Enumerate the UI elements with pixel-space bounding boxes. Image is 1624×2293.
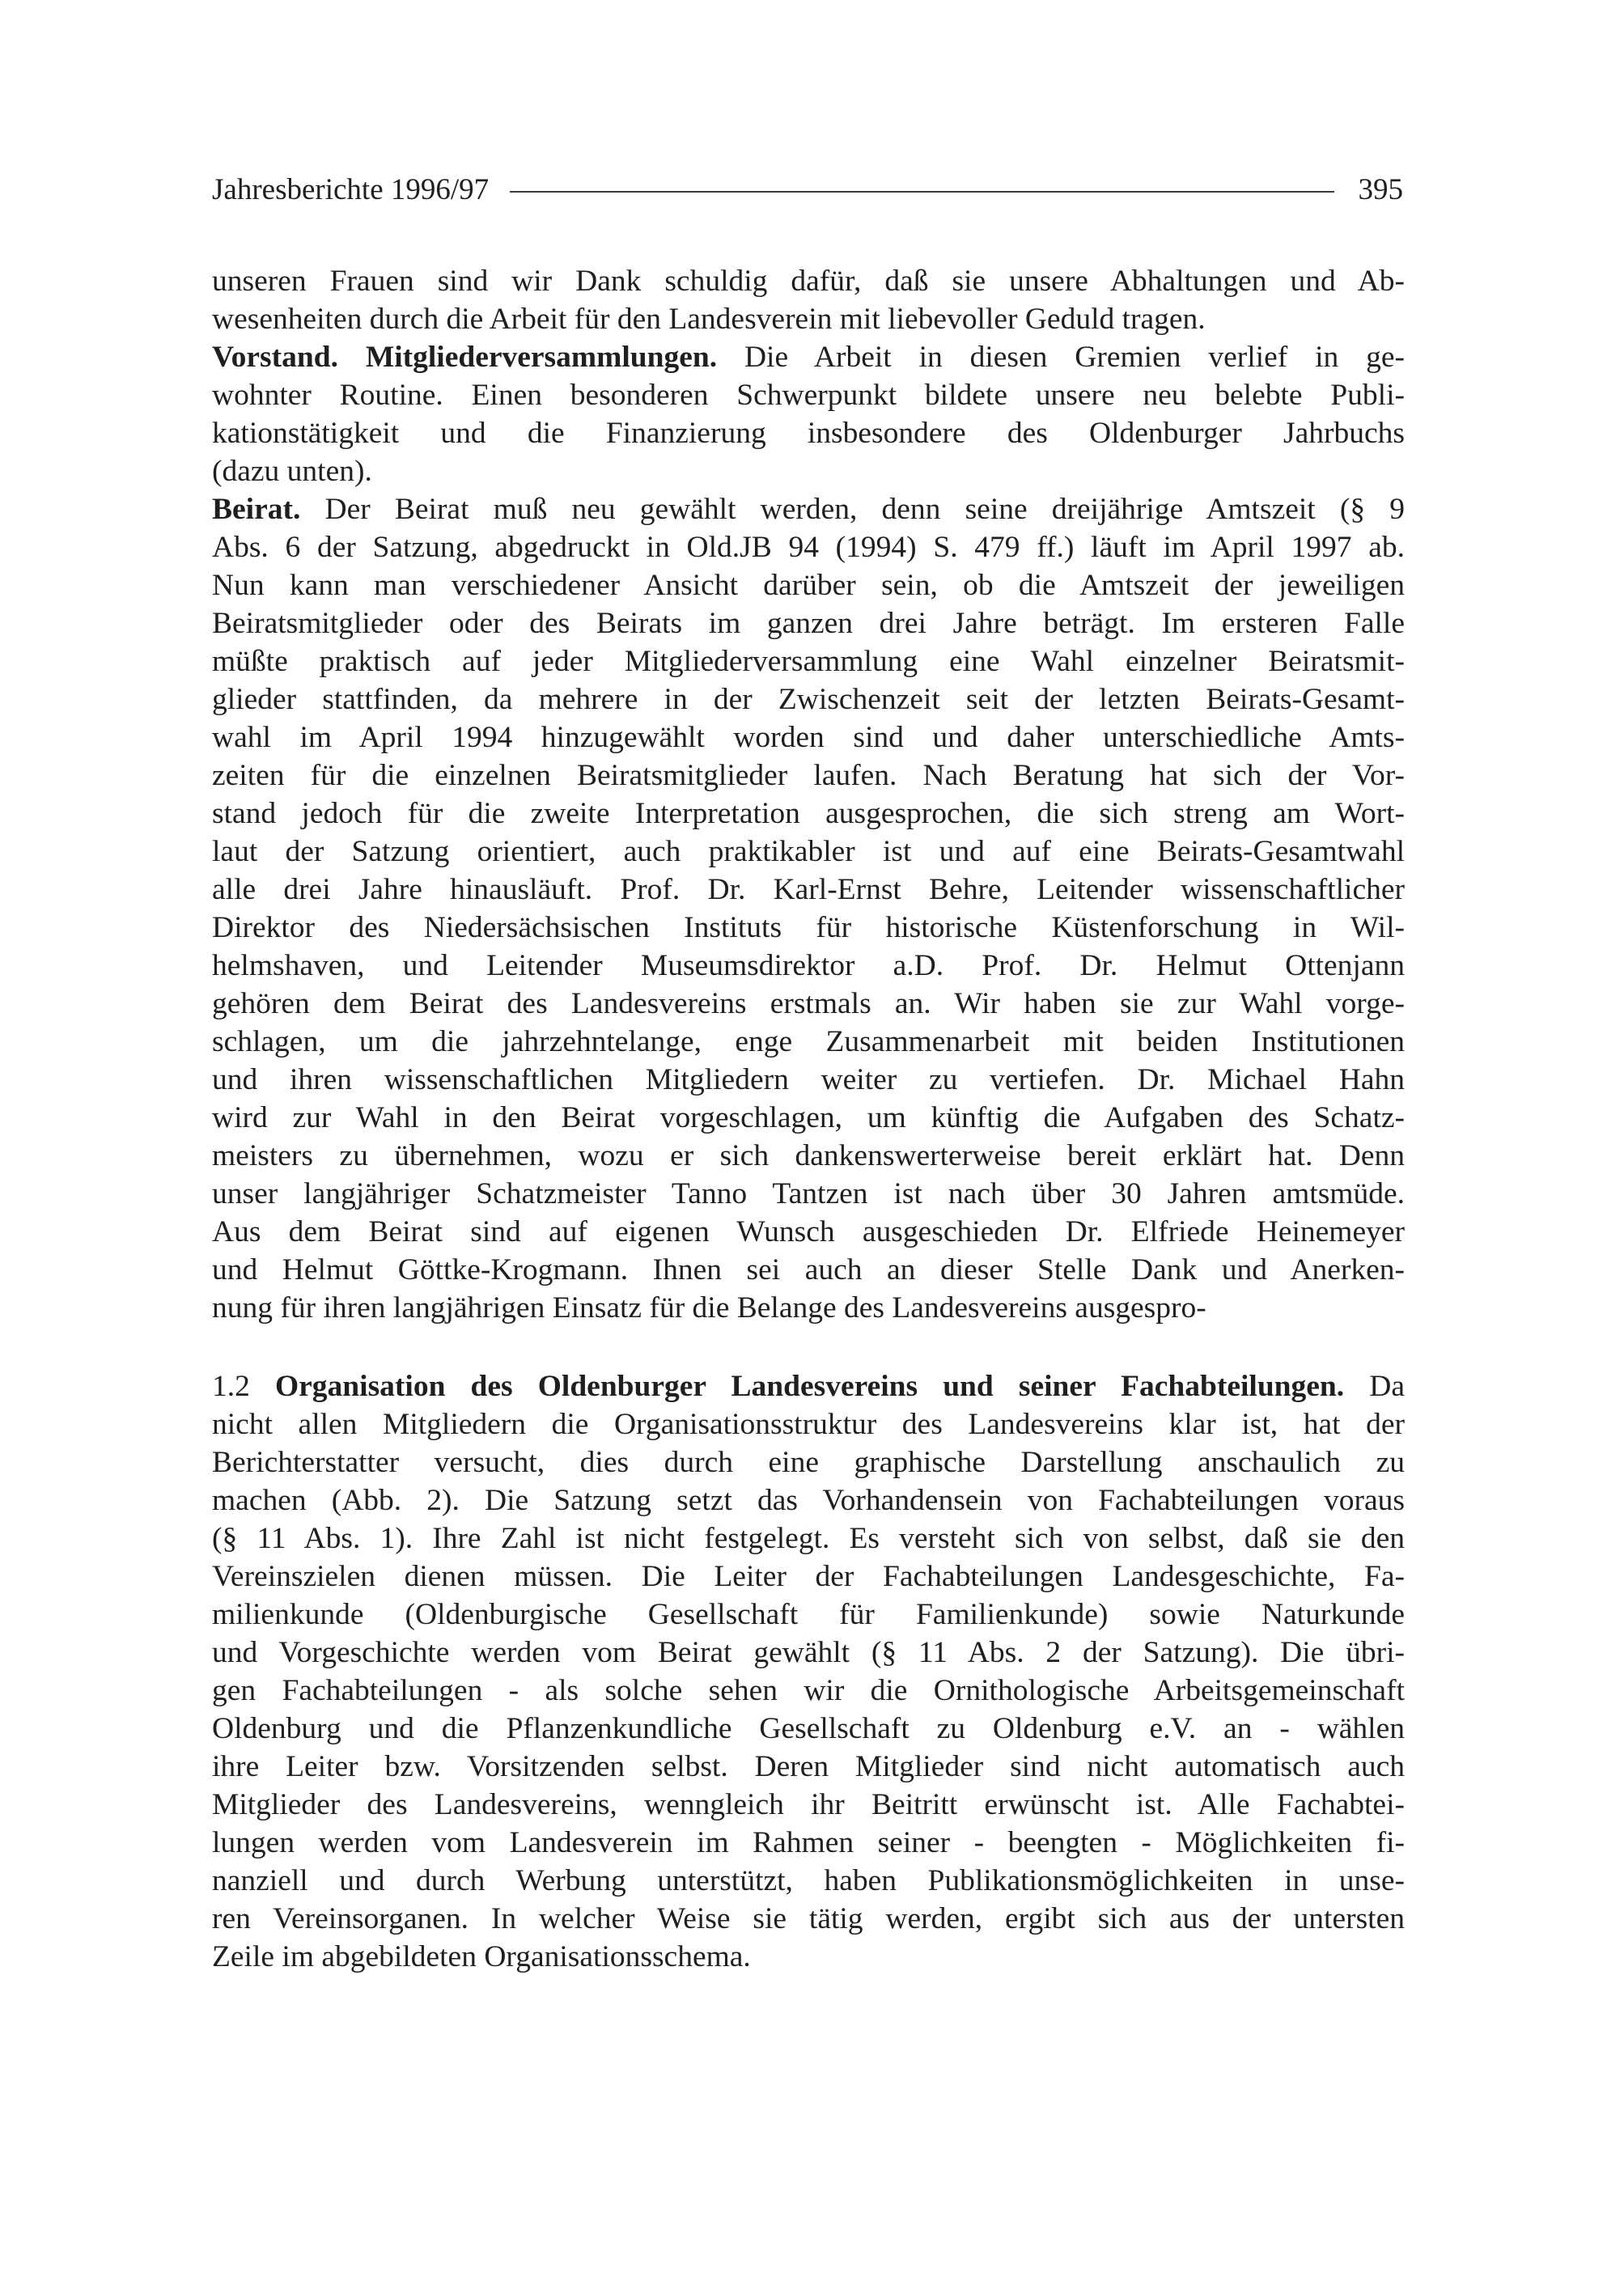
text-line: gen Fachabteilungen - als solche sehen wir die Ornithologische Arbeitsgemeinschaft: [212, 1674, 1405, 1707]
paragraph-vorstand: [212, 338, 1405, 490]
text-line: ihre Leiter bzw. Vorsitzenden selbst. Deren Mitglieder sind nicht automatisch auch: [212, 1750, 1405, 1783]
running-head-title: Jahresberichte 1996/97: [212, 173, 490, 206]
paragraph-beirat: [212, 490, 1405, 1327]
paragraph-spacer: [212, 1327, 1405, 1367]
text-run: Die Arbeit in diesen Gremien verlief in ge-: [717, 341, 1405, 374]
text-line: alle drei Jahre hinausläuft. Prof. Dr. Karl-Ernst Behre, Leitender wissenschaftlicher: [212, 873, 1405, 906]
text-line: nanziell und durch Werbung unterstützt, haben Publikationsmöglichkeiten in unse-: [212, 1864, 1405, 1897]
text-line: Mitglieder des Landesvereins, wenngleich ihr Beitritt erwünscht ist. Alle Fachabtei-: [212, 1788, 1405, 1821]
text-line: Zeile im abgebildeten Organisationsschema.: [212, 1940, 751, 1973]
text-line: [212, 490, 1405, 528]
text-line: schlagen, um die jahrzehntelange, enge Zusammenarbeit mit beiden Institutionen: [212, 1025, 1405, 1058]
text-line: ren Vereinsorganen. In welcher Weise sie tätig werden, ergibt sich aus der untersten: [212, 1902, 1405, 1935]
text-line: wesenheiten durch die Arbeit für den Landesverein mit liebevoller Geduld tragen.: [212, 303, 1206, 336]
text-line: und Helmut Göttke-Krogmann. Ihnen sei auch an dieser Stelle Dank und Anerken-: [212, 1253, 1405, 1286]
text-line: kationstätigkeit und die Finanzierung insbesondere des Oldenburger Jahrbuchs: [212, 417, 1405, 450]
text-line: meisters zu übernehmen, wozu er sich dankenswerterweise bereit erklärt hat. Denn: [212, 1139, 1405, 1172]
text-line: unseren Frauen sind wir Dank schuldig dafür, daß sie unsere Abhaltungen und Ab-: [212, 265, 1405, 298]
page-number: 395: [1358, 173, 1403, 206]
section-number: 1.2: [212, 1370, 250, 1403]
text-line: laut der Satzung orientiert, auch praktikabler ist und auf eine Beirats-Gesamtwahl: [212, 835, 1405, 868]
run-in-heading-vorstand: Vorstand. Mitgliederversammlungen.: [212, 341, 718, 374]
text-line: stand jedoch für die zweite Interpretation ausgesprochen, die sich streng am Wort-: [212, 797, 1405, 830]
text-line: (§ 11 Abs. 1). Ihre Zahl ist nicht festgelegt. Es versteht sich von selbst, daß sie den: [212, 1522, 1405, 1555]
text-line: und Vorgeschichte werden vom Beirat gewählt (§ 11 Abs. 2 der Satzung). Die übri-: [212, 1636, 1405, 1669]
text-line: milienkunde (Oldenburgische Gesellschaft für Familienkunde) sowie Naturkunde: [212, 1598, 1405, 1631]
text-line: wird zur Wahl in den Beirat vorgeschlagen, um künftig die Aufgaben des Schatz-: [212, 1101, 1405, 1134]
run-in-heading-beirat: Beirat.: [212, 493, 301, 526]
text-line: wohnter Routine. Einen besonderen Schwerpunkt bildete unsere neu belebte Publi-: [212, 379, 1405, 412]
text-line: Abs. 6 der Satzung, abgedruckt in Old.JB 94 (1994) S. 479 ff.) läuft im April 1997 ab.: [212, 531, 1405, 564]
text-line: Direktor des Niedersächsischen Instituts für historische Küstenforschung in Wil-: [212, 911, 1405, 944]
text-line: machen (Abb. 2). Die Satzung setzt das Vorhandensein von Fachabteilungen voraus: [212, 1484, 1405, 1517]
text-line: [212, 1367, 1405, 1405]
text-line: helmshaven, und Leitender Museumsdirektor a.D. Prof. Dr. Helmut Ottenjann: [212, 949, 1405, 982]
text-line: nung für ihren langjährigen Einsatz für die Belange des Landesvereins ausgespro-: [212, 1291, 1206, 1325]
text-line: [212, 338, 1405, 376]
text-line: zeiten für die einzelnen Beiratsmitglieder laufen. Nach Beratung hat sich der Vor-: [212, 759, 1405, 792]
text-line: Oldenburg und die Pflanzenkundliche Gesellschaft zu Oldenburg e.V. an - wählen: [212, 1712, 1405, 1745]
body-text: [212, 262, 1405, 1976]
text-line: und ihren wissenschaftlichen Mitgliedern weiter zu vertiefen. Dr. Michael Hahn: [212, 1063, 1405, 1096]
text-line: Nun kann man verschiedener Ansicht darüber sein, ob die Amtszeit der jeweiligen: [212, 569, 1405, 602]
section-1-2: [212, 1367, 1405, 1976]
text-run: Da: [1344, 1370, 1406, 1403]
text-line: Aus dem Beirat sind auf eigenen Wunsch ausgeschieden Dr. Elfriede Heinemeyer: [212, 1215, 1405, 1248]
text-line: müßte praktisch auf jeder Mitgliederversammlung eine Wahl einzelner Beiratsmit-: [212, 645, 1405, 678]
text-line: Beiratsmitglieder oder des Beirats im ganzen drei Jahre beträgt. Im ersteren Falle: [212, 607, 1405, 640]
text-line: gehören dem Beirat des Landesvereins erstmals an. Wir haben sie zur Wahl vorge-: [212, 987, 1405, 1020]
text-line: lungen werden vom Landesverein im Rahmen seiner - beengten - Möglichkeiten fi-: [212, 1826, 1405, 1859]
text-line: unser langjähriger Schatzmeister Tanno Tantzen ist nach über 30 Jahren amtsmüde.: [212, 1177, 1405, 1210]
text-run: Der Beirat muß neu gewählt werden, denn seine dreijährige Amtszeit (§ 9: [300, 493, 1405, 526]
text-line: Berichterstatter versucht, dies durch eine graphische Darstellung anschaulich zu: [212, 1446, 1405, 1479]
text-line: Vereinszielen dienen müssen. Die Leiter der Fachabteilungen Landesgeschichte, Fa-: [212, 1560, 1405, 1593]
running-head-rule: [510, 191, 1334, 193]
text-line: glieder stattfinden, da mehrere in der Zwischenzeit seit der letzten Beirats-Gesamt-: [212, 683, 1405, 716]
text-line: nicht allen Mitgliedern die Organisationsstruktur des Landesvereins klar ist, hat der: [212, 1408, 1405, 1441]
section-heading: Organisation des Oldenburger Landesvereins und seiner Fachabteilungen.: [274, 1370, 1345, 1403]
running-head: [212, 166, 1403, 214]
text-line: (dazu unten).: [212, 455, 372, 488]
text-line: wahl im April 1994 hinzugewählt worden sind und daher unterschiedliche Amts-: [212, 721, 1405, 754]
paragraph-closing-thanks: [212, 262, 1405, 338]
